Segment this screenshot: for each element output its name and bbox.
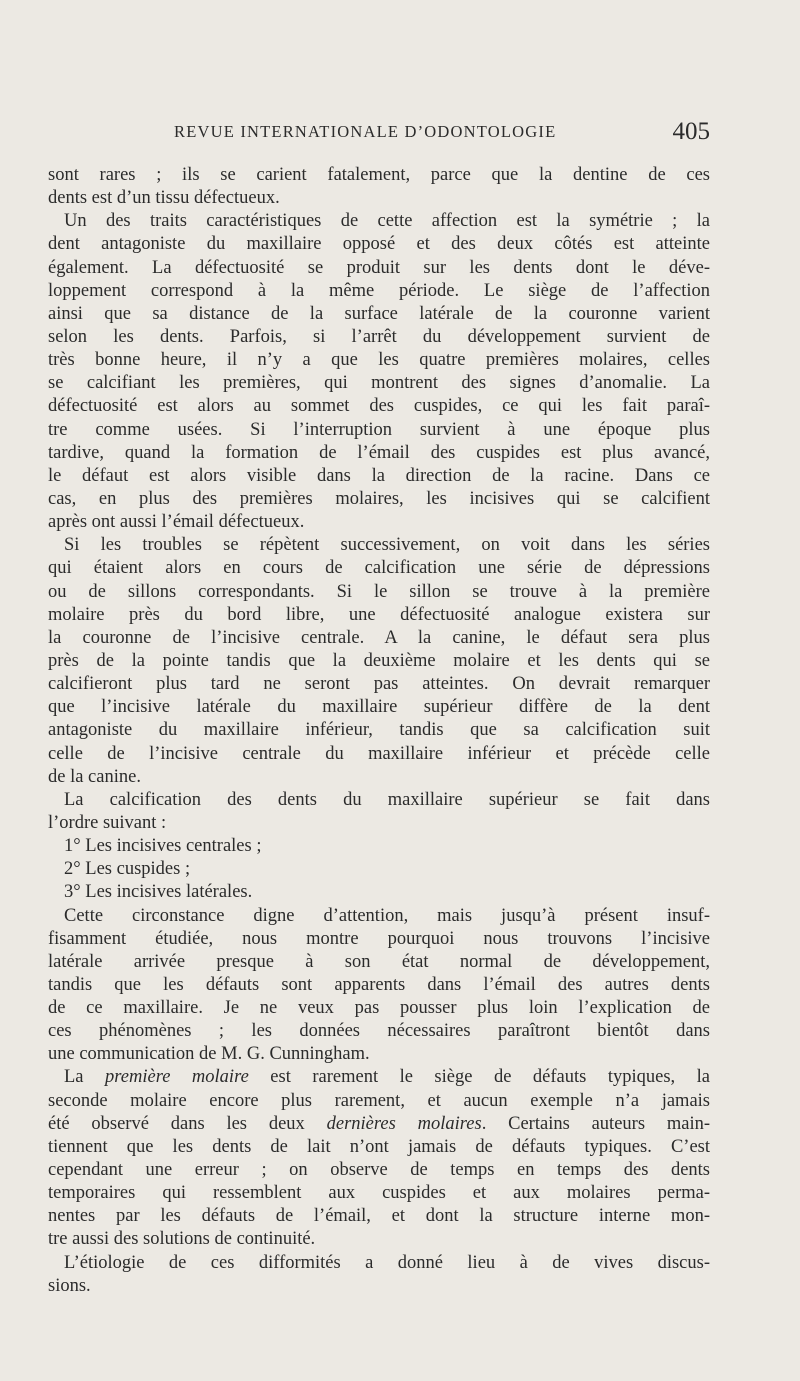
page-number: 405 (672, 118, 710, 145)
page-header (48, 120, 710, 160)
text-line: de la canine. (48, 766, 141, 787)
text-line: dent antagoniste du maxillaire opposé et des deux côtés est atteinte (48, 234, 710, 255)
text-line: La première molaire est rarement le siège de défauts typiques, la (64, 1067, 710, 1088)
text-line: Un des traits caractéristiques de cette affection est la symétrie ; la (64, 211, 710, 232)
text-line: seconde molaire encore plus rarement, et aucun exemple n’a jamais (48, 1090, 710, 1111)
text-line: le défaut est alors visible dans la direction de la racine. Dans ce (48, 465, 710, 486)
text-line: qui étaient alors en cours de calcification une série de dépressions (48, 558, 710, 579)
running-head: REVUE INTERNATIONALE D’ODONTOLOGIE (174, 122, 557, 141)
text-line: calcifieront plus tard ne seront pas atteintes. On devrait remarquer (48, 674, 710, 695)
text-line: latérale arrivée presque à son état normal de développement, (48, 951, 710, 972)
text-line: dents est d’un tissu défectueux. (48, 188, 280, 209)
text-line: L’étiologie de ces difformités a donné lieu à de vives discus- (64, 1252, 710, 1273)
text-line: sont rares ; ils se carient fatalement, parce que la dentine de ces (48, 165, 710, 185)
text-line: la couronne de l’incisive centrale. A la canine, le défaut sera plus (48, 627, 710, 648)
text-line: se calcifiant les premières, qui montrent des signes d’anomalie. La (48, 373, 710, 394)
text-line: Si les troubles se répètent successivement, on voit dans les séries (64, 535, 710, 556)
text-line: près de la pointe tandis que la deuxième molaire et les dents qui se (48, 650, 710, 671)
text-line: après ont aussi l’émail défectueux. (48, 512, 305, 533)
text-line: de ce maxillaire. Je ne veux pas pousser plus loin l’explication de (48, 998, 710, 1019)
text-line: 3° Les incisives latérales. (64, 882, 253, 903)
text-line: 1° Les incisives centrales ; (64, 836, 262, 857)
text-line: temporaires qui ressemblent aux cuspides et aux molaires perma- (48, 1183, 710, 1204)
text-line: molaire près du bord libre, une défectuosité analogue existera sur (48, 604, 710, 625)
text-line: tardive, quand la formation de l’émail des cuspides est plus avancé, (48, 442, 710, 463)
italic-phrase: première molaire (105, 1067, 249, 1088)
text-line: loppement correspond à la même période. Le siège de l’affection (48, 280, 710, 301)
text-line: ces phénomènes ; les données nécessaires paraîtront bientôt dans (48, 1021, 710, 1042)
text-line: Cette circonstance digne d’attention, mais jusqu’à présent insuf- (64, 905, 710, 926)
text-line: sions. (48, 1275, 91, 1296)
text-line: l’ordre suivant : (48, 812, 167, 833)
text-line: selon les dents. Parfois, si l’arrêt du développement survient de (48, 326, 710, 347)
text-line: tre aussi des solutions de continuité. (48, 1229, 316, 1250)
text-line: également. La défectuosité se produit sur les dents dont le déve- (48, 257, 710, 278)
text-line: très bonne heure, il n’y a que les quatre premières molaires, celles (48, 350, 710, 371)
text-line: 2° Les cuspides ; (64, 859, 191, 880)
text-line: tandis que les défauts sont apparents dans l’émail des autres dents (48, 974, 710, 995)
text-line: cas, en plus des premières molaires, les incisives qui se calcifient (48, 488, 710, 509)
text-line: ainsi que sa distance de la surface latérale de la couronne varient (48, 303, 710, 324)
text-line: été observé dans les deux dernières molaires. Certains auteurs main- (48, 1113, 710, 1134)
text-line: que l’incisive latérale du maxillaire supérieur diffère de la dent (48, 697, 710, 718)
text-line: tiennent que les dents de lait n’ont jamais de défauts typiques. C’est (48, 1136, 710, 1157)
text-line: celle de l’incisive centrale du maxillaire inférieur et précède celle (48, 743, 710, 764)
body-text (48, 164, 710, 1298)
text-line: fisamment étudiée, nous montre pourquoi nous trouvons l’incisive (48, 928, 710, 949)
text-line: nentes par les défauts de l’émail, et dont la structure interne mon- (48, 1206, 710, 1227)
text-line: La calcification des dents du maxillaire supérieur se fait dans (64, 789, 710, 810)
text-line: ou de sillons correspondants. Si le sillon se trouve à la première (48, 581, 710, 602)
text-line: tre comme usées. Si l’interruption survient à une époque plus (48, 419, 710, 440)
text-line: une communication de M. G. Cunningham. (48, 1044, 370, 1065)
text-line: antagoniste du maxillaire inférieur, tandis que sa calcification suit (48, 720, 710, 741)
italic-phrase: dernières molaires (326, 1113, 482, 1134)
text-line: défectuosité est alors au sommet des cuspides, ce qui les fait paraî- (48, 396, 710, 417)
text-line: cependant une erreur ; on observe de temps en temps des dents (48, 1160, 710, 1181)
